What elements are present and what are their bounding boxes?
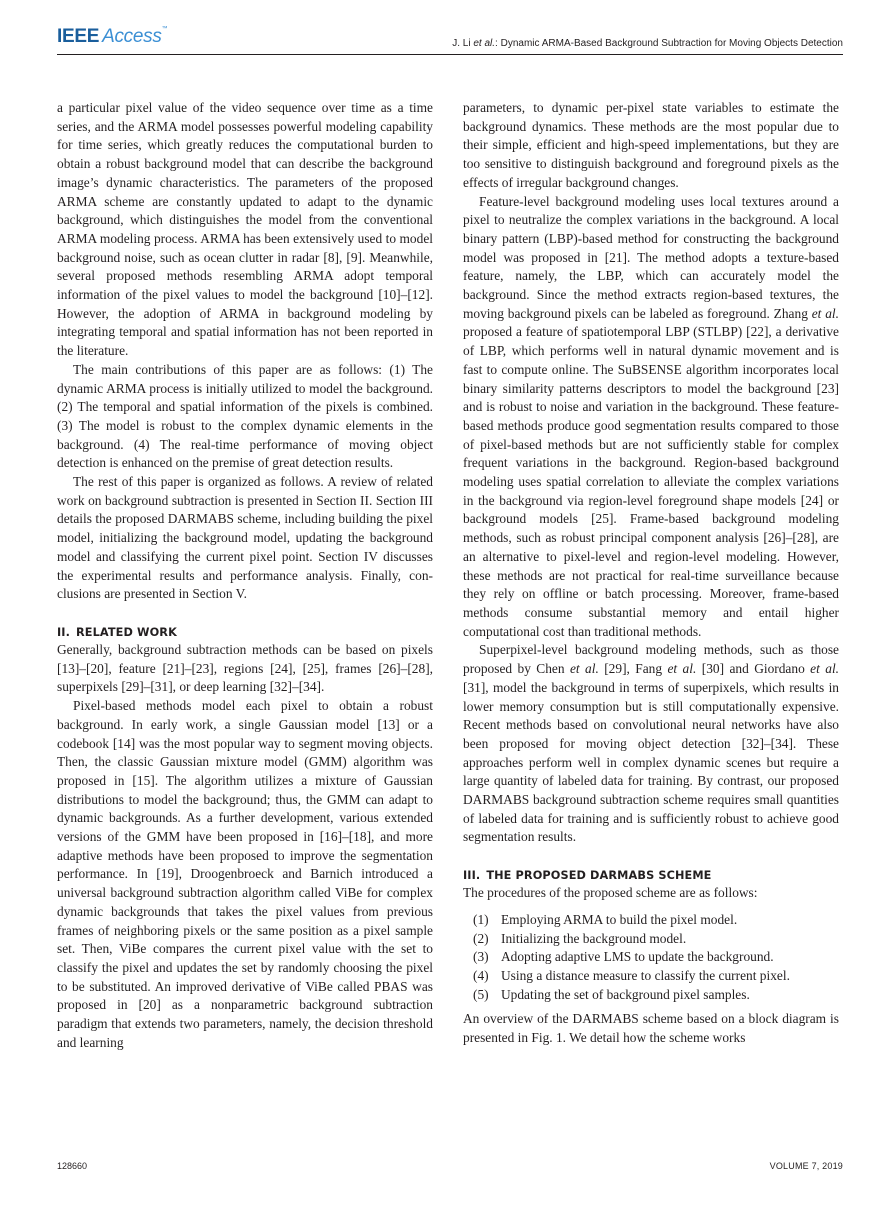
paragraph-pixel-based: Pixel-based methods model each pixel to obtain a robust background. In early work, a single Gaussian model [13] or a codebook [14] was the most popular way to segment moving objects. Then, the classic Gaussian mixture model (GMM) algorithm was proposed in [15]. The algorithm utilizes a mixture of Gaussian distributions to model the background; thus, the GMM can adapt to dynamic backgrounds. As a further development, various extended versions of the GMM have been proposed in [16]–[18], and more adaptive methods have been proposed to improve the segmentation performance. In [19], Droogenbroeck and Barnich introduced a universal background subtraction algorithm called ViBe for complex dynamic backgrounds that takes the pixel values from previous frames of neighboring pixels or the same position as a pixel sample set. Then, ViBe compares the current pixel value with the set to classify the pixel and updates the set by randomly choosing the pixel to be substituted. An improved derivative of ViBe called PBAS was proposed in [20] as a nonparametric background subtraction paradigm that extends two parameters, namely, the decision threshold and learning [57,698,433,1050]
section-heading-proposed-scheme [463,868,839,884]
item-text: Employing ARMA to build the pixel model. [501,911,738,927]
paragraph-contributions: The main contributions of this paper are as follows: (1) The dynamic ARMA process is initially utilized to model the background. (2) The temporal and spatial information of the pixels is combined. (3) The model is robust to the complex dynamic elements in the background. (4) The real-time performance of moving object detection is enhanced on the premise of great detection results. [57,361,433,471]
item-number: (3) [473,949,489,965]
trademark-mark: ™ [161,26,168,32]
item-text: Updating the set of background pixel samples. [501,986,750,1002]
procedure-item [473,948,839,967]
et-al: et al. [569,661,599,677]
running-authors: J. Li [452,38,471,49]
et-al: et al. [811,305,839,321]
text-span: [31], model the background in terms of superpixels, which results in lower memory consumption but is still computationally expensive. Recent methods based on convolutional neural networks have also been proposed for moving object detection [32]–[34]. These approaches perform well in complex dynamic scenes but require a large quantity of labeled data for training. By contrast, our proposed DARMABS background subtraction scheme requires small quantities of labeled data for training and is sufficiently robust to achieve good segmentation results. [463,679,839,845]
running-separator: : [495,38,498,49]
procedure-item [473,911,839,930]
page-header [57,24,843,54]
item-number: (2) [473,930,489,946]
logo-ieee: IEEE [57,26,100,47]
section-number: II. [57,625,70,639]
section-number: III. [463,869,481,883]
text-span: [30] and Giordano [696,661,811,677]
paragraph-superpixel-level [463,641,839,847]
text-span: [29], Fang [598,661,668,677]
et-al: et al. [810,661,840,677]
journal-logo [57,26,167,48]
item-text: Adopting adaptive LMS to update the background. [501,949,774,965]
item-number: (4) [473,967,489,983]
logo-access: Access [102,26,162,47]
procedure-item [473,986,839,1005]
volume-label: VOLUME 7, 2019 [769,1161,843,1171]
paragraph-pixel-based-continued: parameters, to dynamic per-pixel state variables to estimate the background dynamics. These methods are the most popular due to their simple, efficient and high-speed implementations, but they are too sensitive to distinguish background and foreground pixels as the effects of irregular background changes. [463,100,839,190]
text-span: proposed a feature of spatiotemporal LBP (STLBP) [22], a derivative of LBP, which performs well in natural dynamic movement and is fast to compute online. The SuBSENSE algorithm incorporates local binary similarity patterns descriptors to model the background [23] and is robust to noise and variation in the background. These feature-based methods produce good segmentation results compared to those of pixel-based methods but are not sufficiently stable for complex frequent variations in the background. Region-based background modeling uses spatial correlation to alleviate the complex variations in the background via region-level foreground shape models [24] or background models [25]. Frame-based background modeling methods, such as robust principal component analysis [26]–[28], are an alternative to pixel-level and region-level modeling. However, these methods are not practical for real-time surveillance because they rely on offline or batch processing. Moreover, frame-based methods consume substantial memory and entail higher computational cost than traditional methods. [463,324,839,639]
item-text: Using a distance measure to classify the current pixel. [501,967,790,983]
running-header [452,38,843,49]
right-column [463,99,839,1048]
paragraph-intro-continued: a particular pixel value of the video sequence over time as a time series, and the ARMA model possesses powerful modeling capability for time series, which greatly reduces the computational burden to obtain a robust background model that can describe the background image’s dynamic characteristics. The parameters of the proposed ARMA scheme are constantly updated to adapt to the dynamic background, which distinguishes the model from the conventional ARMA modeling process. ARMA has been extensively used to model background noise, such as ocean clutter in radar [8], [9]. Meanwhile, several proposed methods resembling ARMA adopt temporal information of the pixel values to model the background [10]–[12]. However, the adoption of ARMA in background modeling by integrating temporal and spatial information has not been reported in the literature. [57,100,433,359]
section-heading-related-work [57,625,433,641]
procedure-list [473,911,839,1005]
left-column [57,99,433,1052]
running-et-al: et al. [473,38,496,49]
item-number: (5) [473,986,489,1002]
page-number: 128660 [57,1161,88,1171]
paragraph-feature-level [463,193,839,642]
paragraph-organization: The rest of this paper is organized as follows. A review of related work on background subtraction is presented in Section II. Section III details the proposed DARMABS scheme, including building the pixel model, initializing the background model, updating the background model and classifying the current pixel point. Section IV discusses the experimental results and performance analysis. Finally, conclusions are presented in Section V. [57,474,433,602]
procedure-item [473,967,839,986]
item-text: Initializing the background model. [501,930,687,946]
section-title: THE PROPOSED DARMABS SCHEME [486,869,712,883]
section-title: RELATED WORK [76,625,177,639]
header-rule [57,54,843,55]
text-span: Superpixel-level background modeling methods, such as those proposed by Chen [463,642,839,677]
paragraph-procedures-intro: The procedures of the proposed scheme are as follows: [463,885,758,901]
paragraph-related-overview: Generally, background subtraction methods can be based on pixels [13]–[20], feature [21]–[23], regions [24], [25], frames [26]–[28], superpixels [29]–[31], or deep learning [32]–[34]. [57,641,433,695]
paragraph-overview-fig1: An overview of the DARMABS scheme based on a block diagram is presented in Fig. 1. We detail how the scheme works [463,1011,839,1046]
item-number: (1) [473,911,489,927]
text-span: Feature-level background modeling uses local textures around a pixel to neutralize the complex variations in the background. A local binary pattern (LBP)-based method for constructing the background model was proposed in [21]. The method adopts a texture-based feature, namely, the LBP, which can accurately model the background. Since the method extracts region-based textures, the moving background pixels can be labeled as foreground. Zhang [463,193,839,321]
procedure-item [473,930,839,949]
et-al: et al. [667,661,697,677]
running-title: Dynamic ARMA-Based Background Subtraction for Moving Objects Detection [500,38,843,49]
